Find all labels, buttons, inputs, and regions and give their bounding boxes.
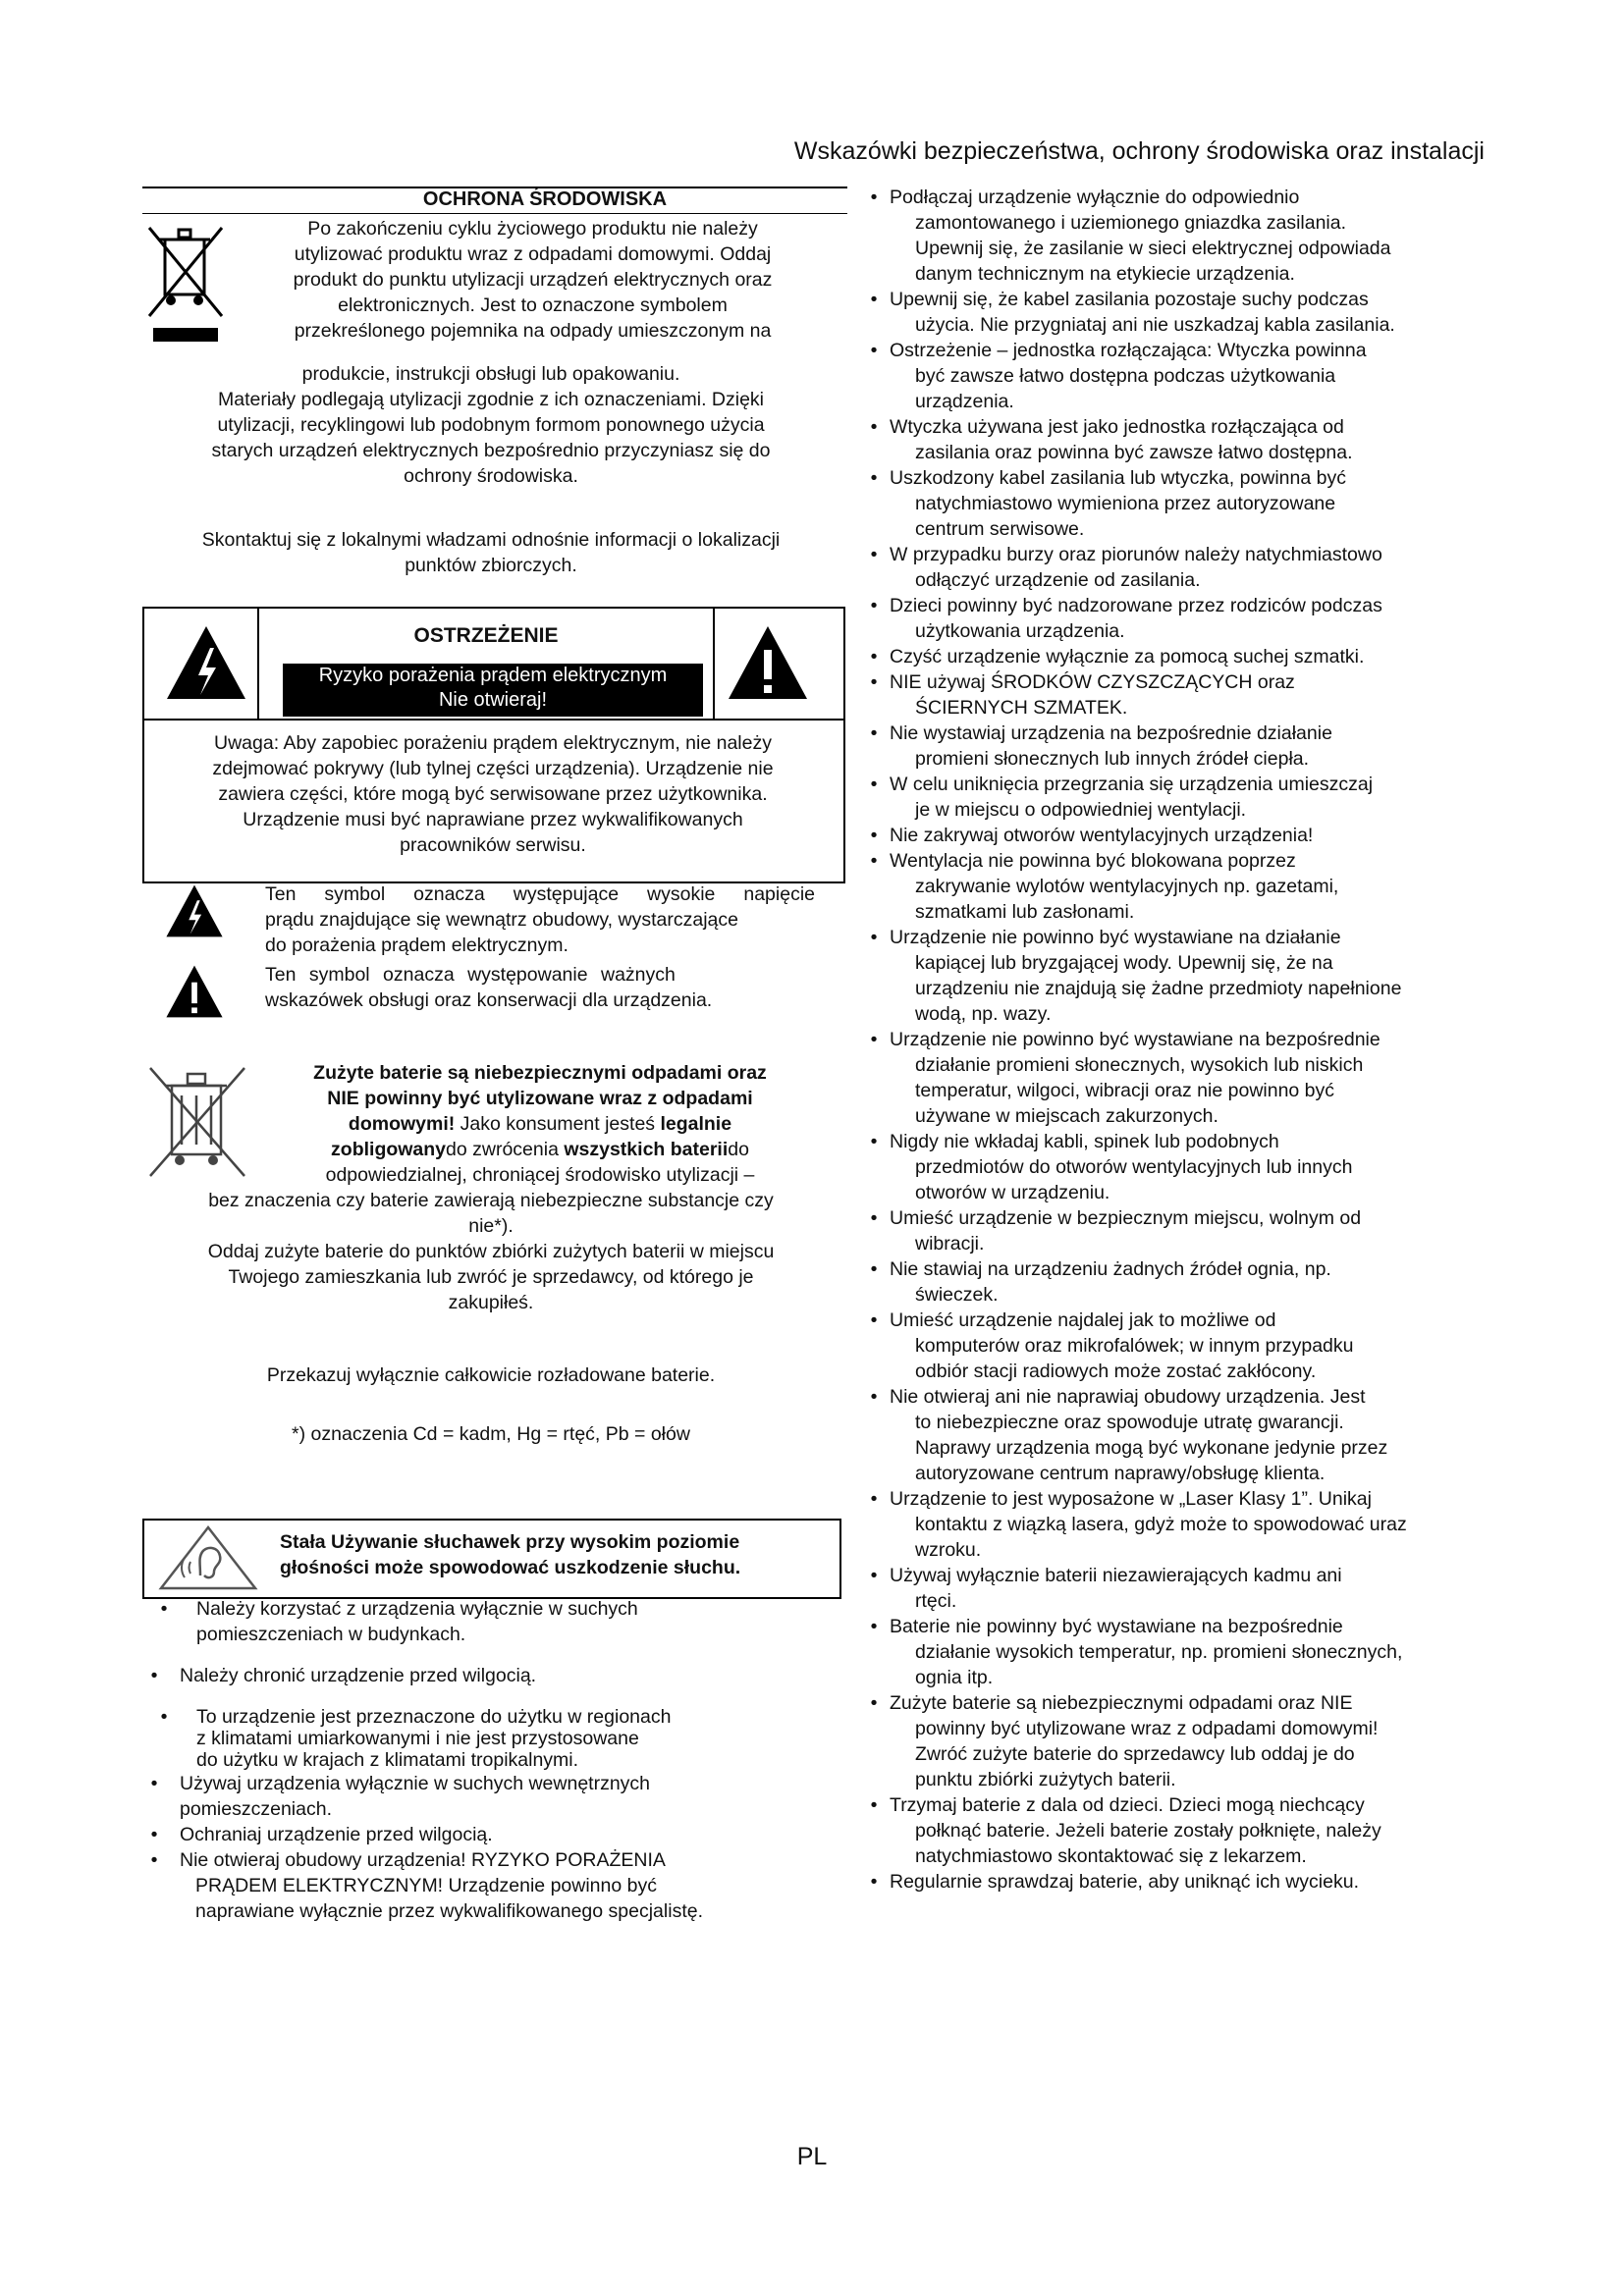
bullet-marker: • xyxy=(870,1029,878,1050)
right-bullet-item xyxy=(864,848,1483,925)
bullet-marker: • xyxy=(870,1616,878,1637)
left-bullet-item xyxy=(142,1771,844,1822)
right-bullet-line: zamontowanego i uziemionego gniazdka zasilania. xyxy=(915,212,1347,234)
warning-title: OSTRZEŻENIE xyxy=(413,624,559,647)
right-bullet-line: punktu zbiórki zużytych baterii. xyxy=(915,1769,1176,1790)
battery-bold-line: NIE powinny być utylizowane wraz z odpadami xyxy=(327,1088,753,1109)
bullet-marker: • xyxy=(870,722,878,744)
env-contact xyxy=(142,527,839,578)
battery-line: Twojego zamieszkania lub zwróć je sprzedawcy, od którego je xyxy=(228,1266,754,1288)
symbol1-line: prądu znajdujące się wewnątrz obudowy, wystarczające xyxy=(265,909,738,931)
bullet-marker: • xyxy=(870,289,878,310)
left-bullet-line: Należy chronić urządzenie przed wilgocią. xyxy=(180,1665,537,1686)
battery-line xyxy=(250,1137,830,1162)
battery-line: nie*). xyxy=(468,1215,514,1237)
left-bullet-line: To urządzenie jest przeznaczone do użytku w regionach xyxy=(196,1706,672,1728)
warning-divider-right xyxy=(713,607,715,719)
right-bullet-list xyxy=(864,185,1483,1895)
env-title: OCHRONA ŚRODOWISKA xyxy=(422,188,668,210)
warning-body-line: Uwaga: Aby zapobiec porażeniu prądem elektrycznym, nie należy xyxy=(214,732,772,754)
left-bullet-line: pomieszczeniach. xyxy=(180,1798,332,1820)
right-bullet-line: zasilania oraz powinna być zawsze łatwo dostępna. xyxy=(915,442,1353,463)
right-bullet-line: ognia itp. xyxy=(915,1667,994,1688)
bullet-marker: • xyxy=(870,1488,878,1510)
left-bullet-line: Ochraniaj urządzenie przed wilgocią. xyxy=(180,1824,493,1845)
right-bullet-item xyxy=(864,414,1483,465)
right-bullet-item xyxy=(864,721,1483,772)
battery-line: zakupiłeś. xyxy=(448,1292,534,1313)
right-bullet-line: Umieść urządzenie w bezpiecznym miejscu, wolnym od xyxy=(890,1207,1362,1229)
left-bullet-line: pomieszczeniach w budynkach. xyxy=(196,1624,466,1645)
right-bullet-line: NIE używaj ŚRODKÓW CZYSZCZĄCYCH oraz xyxy=(890,671,1295,693)
bullet-marker: • xyxy=(870,467,878,489)
battery-span: do zwrócenia xyxy=(446,1139,565,1160)
battery-bold-span: wszystkich baterii xyxy=(564,1139,729,1160)
bullet-marker: • xyxy=(870,1207,878,1229)
bullet-marker: • xyxy=(870,774,878,795)
env-line: elektronicznych. Jest to oznaczone symbolem xyxy=(338,294,728,316)
env-line: Materiały podlegają utylizacji zgodnie z ich oznaczeniami. Dzięki xyxy=(217,389,765,410)
hearing-line: Stała Używanie słuchawek przy wysokim poziomie xyxy=(280,1531,740,1553)
symbol1-line: Ten symbol oznacza występujące wysokie napięcie xyxy=(265,883,815,905)
bullet-marker: • xyxy=(150,1665,158,1686)
left-bullet-list xyxy=(142,1596,844,1924)
battery-span: Jako konsument jesteś xyxy=(455,1113,661,1135)
right-bullet-item xyxy=(864,465,1483,542)
right-bullet-item xyxy=(864,1486,1483,1563)
right-bullet-line: przedmiotów do otworów wentylacyjnych lub innych xyxy=(915,1156,1353,1178)
right-bullet-line: temperatur, wilgoci, wibracji oraz nie powinno być xyxy=(915,1080,1335,1101)
bullet-marker: • xyxy=(870,927,878,948)
right-bullet-line: Nie otwieraj ani nie naprawiaj obudowy urządzenia. Jest xyxy=(890,1386,1366,1408)
right-bullet-line: być zawsze łatwo dostępna podczas użytkowania xyxy=(915,365,1336,387)
bullet-marker: • xyxy=(870,671,878,693)
bullet-marker: • xyxy=(870,1692,878,1714)
bullet-marker: • xyxy=(150,1773,158,1794)
left-bullet-item xyxy=(142,1663,844,1688)
battery-bold-span: legalnie xyxy=(660,1113,732,1135)
right-bullet-line: Urządzenie to jest wyposażone w „Laser Klasy 1”. Unikaj xyxy=(890,1488,1372,1510)
left-bullet-line: PRĄDEM ELEKTRYCZNYM! Urządzenie powinno być xyxy=(195,1875,657,1896)
right-bullet-line: świeczek. xyxy=(915,1284,999,1306)
right-bullet-line: urządzeniu nie znajdują się żadne przedmioty napełnione xyxy=(915,978,1402,999)
warning-body-line: zawiera części, które mogą być serwisowane przez użytkownika. xyxy=(218,783,768,805)
right-bullet-line: Nie wystawiaj urządzenia na bezpośrednie działanie xyxy=(890,722,1332,744)
right-bullet-item xyxy=(864,823,1483,848)
left-bullet-item xyxy=(142,1847,844,1924)
right-bullet-item xyxy=(864,1690,1483,1792)
right-bullet-line: użytkowania urządzenia. xyxy=(915,620,1125,642)
right-bullet-line: Urządzenie nie powinno być wystawiane na bezpośrednie xyxy=(890,1029,1380,1050)
right-bullet-line: Trzymaj baterie z dala od dzieci. Dzieci mogą niechcący xyxy=(890,1794,1365,1816)
exclamation-warning-icon xyxy=(727,624,809,701)
bullet-marker: • xyxy=(870,1794,878,1816)
symbol2-line: wskazówek obsługi oraz konserwacji dla urządzenia. xyxy=(265,989,713,1011)
bullet-marker: • xyxy=(870,646,878,667)
battery-discharged-note: Przekazuj wyłącznie całkowicie rozładowane baterie. xyxy=(266,1364,716,1386)
right-bullet-line: centrum serwisowe. xyxy=(915,518,1085,540)
bullet-marker: • xyxy=(870,850,878,872)
right-bullet-line: urządzenia. xyxy=(915,391,1014,412)
right-bullet-item xyxy=(864,593,1483,644)
right-bullet-line: Nigdy nie wkładaj kabli, spinek lub podobnych xyxy=(890,1131,1279,1152)
right-bullet-line: powinny być utylizowane wraz z odpadami domowymi! xyxy=(915,1718,1379,1739)
right-bullet-line: W przypadku burzy oraz piorunów należy natychmiastowo xyxy=(890,544,1382,565)
exclamation-symbol-icon xyxy=(165,964,224,1019)
hearing-line: głośności może spowodować uszkodzenie słuchu. xyxy=(280,1557,741,1578)
right-bullet-line: Nie stawiaj na urządzeniu żadnych źródeł ognia, np. xyxy=(890,1258,1331,1280)
right-bullet-line: wibracji. xyxy=(915,1233,985,1255)
hearing-text xyxy=(280,1529,830,1580)
right-bullet-line: odłączyć urządzenie od zasilania. xyxy=(915,569,1201,591)
right-bullet-line: otworów w urządzeniu. xyxy=(915,1182,1110,1203)
right-bullet-item xyxy=(864,644,1483,669)
right-bullet-item xyxy=(864,338,1483,414)
right-bullet-line: W celu uniknięcia przegrzania się urządzenia umieszczaj xyxy=(890,774,1374,795)
bullet-marker: • xyxy=(870,595,878,616)
bullet-marker: • xyxy=(870,340,878,361)
env-line: starych urządzeń elektrycznych bezpośrednio przyczyniasz się do xyxy=(211,440,771,461)
right-bullet-item xyxy=(864,1129,1483,1205)
symbol1-text xyxy=(265,881,815,958)
right-bullet-item xyxy=(864,1027,1483,1129)
left-bullet-line: do użytku w krajach z klimatami tropikalnymi. xyxy=(196,1749,579,1771)
crossed-battery-bin-icon xyxy=(142,1062,250,1180)
lightning-warning-icon xyxy=(165,624,247,701)
right-bullet-item xyxy=(864,669,1483,721)
right-bullet-line: Zużyte baterie są niebezpiecznymi odpadami oraz NIE xyxy=(890,1692,1353,1714)
env-line: produkt do punktu utylizacji urządzeń elektrycznych oraz xyxy=(293,269,773,291)
battery-bold-line: Zużyte baterie są niebezpiecznymi odpadami oraz xyxy=(313,1062,767,1084)
env-line: utylizować produktu wraz z odpadami domowymi. Oddaj xyxy=(294,243,772,265)
warning-banner-line: Nie otwieraj! xyxy=(438,689,548,711)
right-bullet-line: je w miejscu o odpowiedniej wentylacji. xyxy=(915,799,1247,821)
right-bullet-item xyxy=(864,925,1483,1027)
left-bullet-line: naprawiane wyłącznie przez wykwalifikowanego specjalistę. xyxy=(195,1900,703,1922)
right-bullet-line: kapiącej lub bryzgającej wody. Upewnij się, że na xyxy=(915,952,1333,974)
battery-footnote: *) oznaczenia Cd = kadm, Hg = rtęć, Pb = ołów xyxy=(292,1423,690,1445)
right-bullet-item xyxy=(864,772,1483,823)
env-line: przekreślonego pojemnika na odpady umieszczonym na xyxy=(294,320,772,342)
right-bullet-line: Zwróć zużyte baterie do sprzedawcy lub oddaj je do xyxy=(915,1743,1355,1765)
right-bullet-line: autoryzowane centrum naprawy/obsługę klienta. xyxy=(915,1463,1326,1484)
right-bullet-line: Upewnij się, że kabel zasilania pozostaje suchy podczas xyxy=(890,289,1369,310)
warning-banner-line: Ryzyko porażenia prądem elektrycznym xyxy=(318,665,668,686)
left-bullet-item xyxy=(142,1822,844,1847)
right-bullet-line: Baterie nie powinny być wystawiane na bezpośrednie xyxy=(890,1616,1343,1637)
warning-body-line: zdejmować pokrywy (lub tylnej części urządzenia). Urządzenie nie xyxy=(212,758,774,779)
battery-line: Oddaj zużyte baterie do punktów zbiórki zużytych baterii w miejscu xyxy=(207,1241,775,1262)
right-bullet-line: Umieść urządzenie najdalej jak to możliwe od xyxy=(890,1309,1276,1331)
warning-body-line: pracowników serwisu. xyxy=(400,834,586,856)
right-bullet-line: Podłączaj urządzenie wyłącznie do odpowiednio xyxy=(890,187,1300,208)
left-bullet-line: Używaj urządzenia wyłącznie w suchych wewnętrznych xyxy=(180,1773,651,1794)
warning-banner xyxy=(283,664,703,717)
bullet-marker: • xyxy=(870,416,878,438)
right-bullet-item xyxy=(864,1384,1483,1486)
right-bullet-line: danym technicznym na etykiecie urządzenia. xyxy=(915,263,1295,285)
right-bullet-item xyxy=(864,1563,1483,1614)
env-contact-line: punktów zbiorczych. xyxy=(405,555,577,576)
right-bullet-line: połknąć baterie. Jeżeli baterie zostały połknięte, należy xyxy=(915,1820,1381,1842)
right-bullet-line: komputerów oraz mikrofalówek; w innym przypadku xyxy=(915,1335,1354,1357)
env-text-beside-icon xyxy=(236,216,830,344)
bullet-marker: • xyxy=(870,1258,878,1280)
right-bullet-item xyxy=(864,185,1483,287)
bullet-marker: • xyxy=(160,1706,168,1728)
right-bullet-line: natychmiastowo skontaktować się z lekarzem. xyxy=(915,1845,1307,1867)
warning-body xyxy=(145,730,840,858)
battery-line: bez znaczenia czy baterie zawierają niebezpieczne substancje czy xyxy=(208,1190,774,1211)
env-line: produkcie, instrukcji obsługi lub opakowaniu. xyxy=(301,363,680,385)
right-bullet-line: Wtyczka używana jest jako jednostka rozłączająca od xyxy=(890,416,1344,438)
right-bullet-item xyxy=(864,1308,1483,1384)
bullet-marker: • xyxy=(150,1824,158,1845)
battery-bold-span: domowymi! xyxy=(348,1113,456,1135)
bullet-marker: • xyxy=(870,825,878,846)
right-bullet-item xyxy=(864,542,1483,593)
symbol2-text xyxy=(265,962,815,1013)
bullet-marker: • xyxy=(870,1309,878,1331)
right-bullet-line: natychmiastowo wymieniona przez autoryzowane xyxy=(915,493,1336,514)
env-text-full xyxy=(142,361,839,489)
right-bullet-line: Dzieci powinny być nadzorowane przez rodziców podczas xyxy=(890,595,1382,616)
env-title-rule xyxy=(142,213,847,214)
bullet-marker: • xyxy=(870,187,878,208)
right-bullet-line: Ostrzeżenie – jednostka rozłączająca: Wtyczka powinna xyxy=(890,340,1367,361)
env-line: ochrony środowiska. xyxy=(404,465,578,487)
right-bullet-line: Czyść urządzenie wyłącznie za pomocą suchej szmatki. xyxy=(890,646,1365,667)
bullet-marker: • xyxy=(870,1871,878,1893)
bullet-marker: • xyxy=(870,1565,878,1586)
battery-text-full xyxy=(142,1188,839,1315)
right-bullet-line: wzroku. xyxy=(915,1539,982,1561)
battery-line xyxy=(250,1111,830,1137)
right-bullet-line: szmatkami lub zasłonami. xyxy=(915,901,1135,923)
bullet-marker: • xyxy=(150,1849,158,1871)
bullet-marker: • xyxy=(160,1598,168,1620)
battery-span: do xyxy=(728,1139,749,1160)
env-line: Po zakończeniu cyklu życiowego produktu nie należy xyxy=(307,218,758,240)
page-header: Wskazówki bezpieczeństwa, ochrony środowiska oraz instalacji xyxy=(793,137,1485,165)
right-bullet-line: użycia. Nie przygniataj ani nie uszkadzaj kabla zasilania. xyxy=(915,314,1395,336)
right-bullet-line: Uszkodzony kabel zasilania lub wtyczka, powinna być xyxy=(890,467,1346,489)
battery-line: odpowiedzialnej, chroniącej środowisko utylizacji – xyxy=(325,1164,755,1186)
hearing-warning-icon xyxy=(157,1524,259,1591)
right-bullet-line: Nie zakrywaj otworów wentylacyjnych urządzenia! xyxy=(890,825,1314,846)
right-bullet-line: Urządzenie nie powinno być wystawiane na działanie xyxy=(890,927,1341,948)
left-bullet-item xyxy=(142,1596,844,1647)
left-bullet-line: Należy korzystać z urządzenia wyłącznie w suchych xyxy=(196,1598,638,1620)
warning-body-line: Urządzenie musi być naprawiane przez wykwalifikowanych xyxy=(243,809,743,830)
bullet-marker: • xyxy=(870,544,878,565)
bullet-marker: • xyxy=(870,1131,878,1152)
right-bullet-line: rtęci. xyxy=(915,1590,957,1612)
right-bullet-item xyxy=(864,1205,1483,1256)
lightning-symbol-icon xyxy=(165,883,224,938)
right-bullet-item xyxy=(864,1869,1483,1895)
right-bullet-line: kontaktu z wiązką lasera, gdyż może to spowodować uraz xyxy=(915,1514,1407,1535)
right-bullet-line: Naprawy urządzenia mogą być wykonane jedynie przez xyxy=(915,1437,1388,1459)
left-bullet-line: Nie otwieraj obudowy urządzenia! RYZYKO PORAŻENIA xyxy=(180,1849,666,1871)
battery-bold-span: zobligowany xyxy=(331,1139,447,1160)
bullet-marker: • xyxy=(870,1386,878,1408)
right-bullet-line: Regularnie sprawdzaj baterie, aby uniknąć ich wycieku. xyxy=(890,1871,1359,1893)
left-bullet-item xyxy=(142,1706,844,1771)
symbol2-line: Ten symbol oznacza występowanie ważnych xyxy=(265,964,676,986)
right-bullet-line: ŚCIERNYCH SZMATEK. xyxy=(915,697,1128,719)
right-bullet-line: działanie wysokich temperatur, np. promieni słonecznych, xyxy=(915,1641,1403,1663)
left-bullet-line: z klimatami umiarkowanymi i nie jest przystosowane xyxy=(196,1728,639,1749)
right-bullet-line: Używaj wyłącznie baterii niezawierających kadmu ani xyxy=(890,1565,1342,1586)
right-bullet-line: używane w miejscach zakurzonych. xyxy=(915,1105,1218,1127)
right-bullet-item xyxy=(864,287,1483,338)
right-bullet-item xyxy=(864,1614,1483,1690)
warning-header-rule xyxy=(142,719,843,721)
battery-text xyxy=(250,1060,830,1188)
right-bullet-line: promieni słonecznych lub innych źródeł ciepła. xyxy=(915,748,1310,770)
right-bullet-item xyxy=(864,1256,1483,1308)
right-bullet-line: Upewnij się, że zasilanie w sieci elektrycznej odpowiada xyxy=(915,238,1391,259)
right-bullet-line: wodą, np. wazy. xyxy=(915,1003,1052,1025)
right-bullet-line: odbiór stacji radiowych może zostać zakłócony. xyxy=(915,1361,1317,1382)
crossed-bin-icon xyxy=(145,218,226,346)
symbol1-line: do porażenia prądem elektrycznym. xyxy=(265,934,568,956)
right-bullet-item xyxy=(864,1792,1483,1869)
right-bullet-line: działanie promieni słonecznych, wysokich lub niskich xyxy=(915,1054,1364,1076)
env-contact-line: Skontaktuj się z lokalnymi władzami odnośnie informacji o lokalizacji xyxy=(201,529,781,551)
env-line: utylizacji, recyklingowi lub podobnym formom ponownego użycia xyxy=(217,414,765,436)
right-bullet-line: Wentylacja nie powinna być blokowana poprzez xyxy=(890,850,1296,872)
right-bullet-line: zakrywanie wylotów wentylacyjnych np. gazetami, xyxy=(915,876,1339,897)
page-number: PL xyxy=(796,2143,828,2170)
right-bullet-line: to niebezpieczne oraz spowoduje utratę gwarancji. xyxy=(915,1412,1344,1433)
